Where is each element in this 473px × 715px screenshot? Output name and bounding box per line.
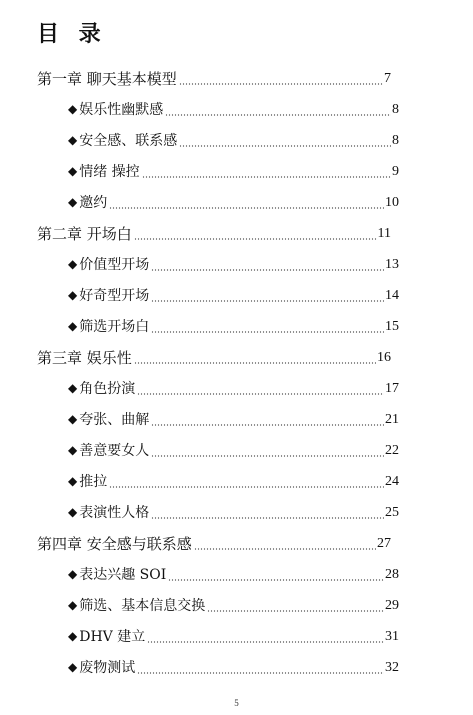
dot-leader	[151, 455, 384, 457]
dot-leader	[151, 269, 384, 271]
toc-page-number: 10	[385, 195, 399, 210]
dot-leader	[134, 238, 377, 240]
toc-section-entry[interactable]	[68, 159, 399, 181]
diamond-bullet-icon: ◆	[68, 164, 78, 178]
toc-page-number: 32	[385, 660, 399, 675]
diamond-bullet-icon: ◆	[68, 102, 78, 116]
diamond-bullet-icon: ◆	[68, 381, 78, 395]
dot-leader	[151, 424, 384, 426]
toc-entry-label: 第一章 聊天基本模型	[37, 70, 177, 88]
toc-entry-label: 安全感、联系感	[79, 133, 178, 149]
toc-chapter-entry[interactable]	[37, 345, 391, 367]
toc-entry-label: 第二章 开场白	[37, 225, 132, 243]
diamond-bullet-icon: ◆	[68, 505, 78, 519]
page-title: 目 录	[37, 22, 107, 47]
dot-leader	[151, 331, 384, 333]
toc-section-entry[interactable]	[68, 97, 399, 119]
toc-section-entry[interactable]	[68, 624, 399, 646]
toc-entry-label: 夸张、曲解	[79, 412, 150, 428]
toc-page-number: 14	[385, 288, 399, 303]
toc-page-number: 16	[377, 350, 391, 365]
dot-leader	[109, 486, 384, 488]
toc-section-entry[interactable]	[68, 469, 399, 491]
toc-entry-label: DHV 建立	[79, 629, 146, 645]
diamond-bullet-icon: ◆	[68, 660, 78, 674]
diamond-bullet-icon: ◆	[68, 288, 78, 302]
toc-page-number: 8	[392, 102, 399, 117]
dot-leader	[179, 83, 383, 85]
diamond-bullet-icon: ◆	[68, 474, 78, 488]
toc-page-number: 27	[377, 536, 391, 551]
toc-section-entry[interactable]	[68, 283, 399, 305]
dot-leader	[137, 393, 384, 395]
toc-section-entry[interactable]	[68, 128, 399, 150]
toc-page-number: 31	[385, 629, 399, 644]
diamond-bullet-icon: ◆	[68, 319, 78, 333]
toc-page-number: 13	[385, 257, 399, 272]
toc-page-number: 11	[377, 226, 391, 241]
toc-page-number: 25	[385, 505, 399, 520]
diamond-bullet-icon: ◆	[68, 133, 78, 147]
diamond-bullet-icon: ◆	[68, 443, 78, 457]
diamond-bullet-icon: ◆	[68, 567, 78, 581]
toc-entry-label: 筛选、基本信息交换	[79, 598, 206, 614]
toc-page-number: 7	[384, 71, 391, 86]
diamond-bullet-icon: ◆	[68, 629, 78, 643]
toc-section-entry[interactable]	[68, 190, 399, 212]
toc-section-entry[interactable]	[68, 562, 399, 584]
toc-entry-label: 第四章 安全感与联系感	[37, 535, 192, 553]
toc-entry-label: 价值型开场	[79, 257, 150, 273]
toc-entry-label: 筛选开场白	[79, 319, 150, 335]
toc-chapter-entry[interactable]	[37, 531, 391, 553]
dot-leader	[109, 207, 384, 209]
diamond-bullet-icon: ◆	[68, 257, 78, 271]
toc-entry-label: 废物测试	[79, 660, 136, 676]
toc-section-entry[interactable]	[68, 407, 399, 429]
page-number-footer: 5	[234, 698, 239, 708]
toc-page-number: 28	[385, 567, 399, 582]
toc-section-entry[interactable]	[68, 438, 399, 460]
toc-entry-label: 表演性人格	[79, 505, 150, 521]
toc-section-entry[interactable]	[68, 252, 399, 274]
toc-page-number: 9	[392, 164, 399, 179]
dot-leader	[151, 300, 384, 302]
toc-entry-label: 善意要女人	[79, 443, 150, 459]
diamond-bullet-icon: ◆	[68, 195, 78, 209]
dot-leader	[151, 517, 384, 519]
toc-page-number: 15	[385, 319, 399, 334]
dot-leader	[134, 362, 376, 364]
toc-entry-label: 邀约	[79, 195, 108, 211]
dot-leader	[194, 548, 376, 550]
toc-entry-label: 情绪 操控	[79, 164, 140, 180]
toc-entry-label: 好奇型开场	[79, 288, 150, 304]
toc-page-number: 29	[385, 598, 399, 613]
toc-chapter-entry[interactable]	[37, 66, 391, 88]
diamond-bullet-icon: ◆	[68, 412, 78, 426]
toc-section-entry[interactable]	[68, 593, 399, 615]
toc-page-number: 17	[385, 381, 399, 396]
toc-page-number: 8	[392, 133, 399, 148]
dot-leader	[207, 610, 384, 612]
toc-page-number: 24	[385, 474, 399, 489]
toc-entry-label: 娱乐性幽默感	[79, 102, 164, 118]
toc-section-entry[interactable]	[68, 500, 399, 522]
dot-leader	[168, 579, 384, 581]
diamond-bullet-icon: ◆	[68, 598, 78, 612]
toc-entry-label: 角色扮演	[79, 381, 136, 397]
toc-section-entry[interactable]	[68, 655, 399, 677]
toc-entry-label: 推拉	[79, 474, 108, 490]
dot-leader	[142, 176, 391, 178]
toc-page-number: 22	[385, 443, 399, 458]
toc-entry-label: 第三章 娱乐性	[37, 349, 132, 367]
dot-leader	[165, 114, 391, 116]
toc-section-entry[interactable]	[68, 376, 399, 398]
dot-leader	[147, 641, 384, 643]
dot-leader	[137, 672, 384, 674]
toc-section-entry[interactable]	[68, 314, 399, 336]
toc-page-number: 21	[385, 412, 399, 427]
dot-leader	[179, 145, 391, 147]
toc-entry-label: 表达兴趣 SOI	[79, 567, 167, 583]
toc-chapter-entry[interactable]	[37, 221, 391, 243]
